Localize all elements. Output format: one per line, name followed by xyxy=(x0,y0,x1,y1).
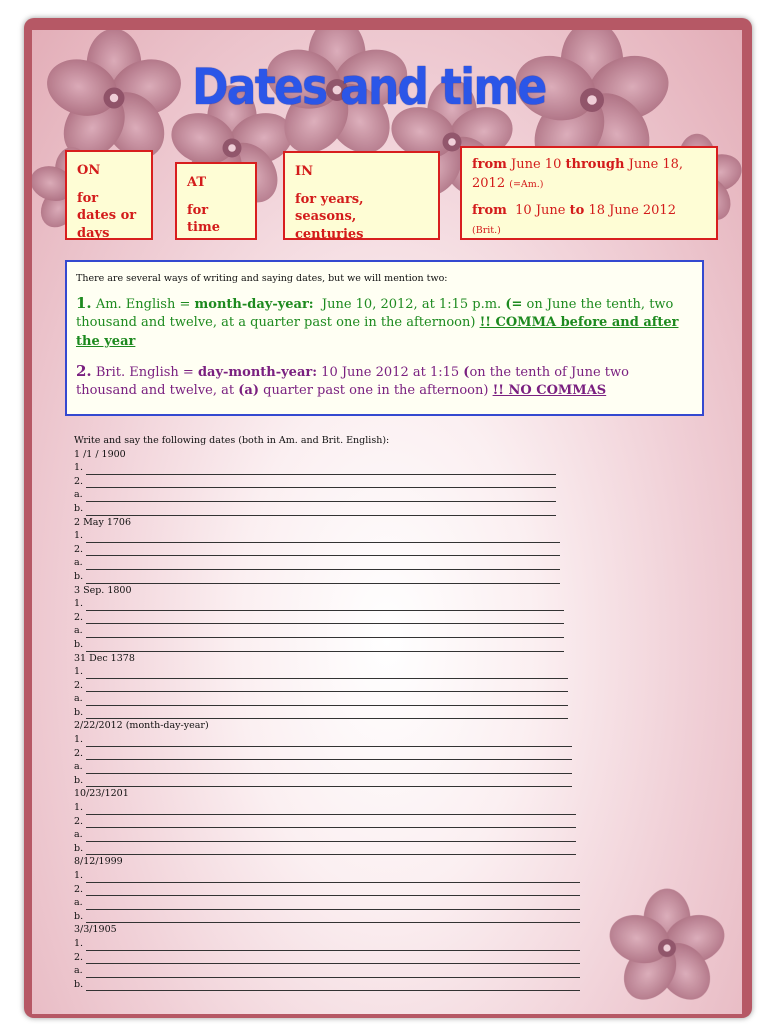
answer-line[interactable] xyxy=(74,869,594,883)
answer-label: 2. xyxy=(74,883,84,895)
answer-label: a. xyxy=(74,693,83,705)
answer-blank[interactable] xyxy=(86,845,576,855)
answer-line[interactable] xyxy=(74,760,594,774)
answer-blank[interactable] xyxy=(86,465,556,475)
preposition-keyword: ON xyxy=(77,163,101,178)
answer-blank[interactable] xyxy=(86,941,580,951)
answer-line[interactable] xyxy=(74,597,594,611)
preposition-description: for time xyxy=(187,202,220,236)
exercise-date: 3 Sep. 1800 xyxy=(74,584,132,596)
preposition-description: for dates or days xyxy=(77,190,137,241)
answer-line[interactable] xyxy=(74,679,594,693)
answer-blank[interactable] xyxy=(86,682,568,692)
date-formats-box xyxy=(65,260,704,416)
answer-blank[interactable] xyxy=(86,669,568,679)
answer-line[interactable] xyxy=(74,951,594,965)
answer-blank[interactable] xyxy=(86,642,564,652)
answer-label: b. xyxy=(74,978,84,990)
answer-label: a. xyxy=(74,557,83,569)
answer-label: 2. xyxy=(74,543,84,555)
exercise-date: 10/23/1201 xyxy=(74,788,129,800)
answer-line[interactable] xyxy=(74,665,594,679)
answer-label: a. xyxy=(74,897,83,909)
preposition-box-in xyxy=(283,151,440,240)
preposition-box-at xyxy=(175,162,257,240)
answer-blank[interactable] xyxy=(86,614,564,624)
answer-blank[interactable] xyxy=(86,737,572,747)
answer-label: 1. xyxy=(74,870,84,881)
answer-label: a. xyxy=(74,489,83,501)
answer-line[interactable] xyxy=(74,828,594,842)
answer-label: a. xyxy=(74,829,83,841)
date-range-box xyxy=(460,146,718,240)
answer-label: b. xyxy=(74,774,84,786)
answer-label: a. xyxy=(74,625,83,637)
exercise-date: 2/22/2012 (month-day-year) xyxy=(74,720,209,732)
answer-line[interactable] xyxy=(74,543,594,557)
answer-line[interactable] xyxy=(74,747,594,761)
answer-line[interactable] xyxy=(74,815,594,829)
answer-blank[interactable] xyxy=(86,492,556,502)
answer-line[interactable] xyxy=(74,733,594,747)
answer-blank[interactable] xyxy=(86,478,556,488)
answer-line[interactable] xyxy=(74,692,594,706)
answer-label: 2. xyxy=(74,951,84,963)
answer-label: 1. xyxy=(74,666,84,678)
answer-label: 2. xyxy=(74,475,84,487)
answer-line[interactable] xyxy=(74,475,594,489)
answer-blank[interactable] xyxy=(86,818,576,828)
answer-label: 1. xyxy=(74,530,84,542)
answer-blank[interactable] xyxy=(86,750,572,760)
answer-line[interactable] xyxy=(74,883,594,897)
answer-line[interactable] xyxy=(74,488,594,502)
am-date-range: from June 10 through June 18, 2012 (=Am.) xyxy=(472,157,684,191)
answer-blank[interactable] xyxy=(86,805,576,815)
answer-line[interactable] xyxy=(74,910,594,924)
answer-line[interactable] xyxy=(74,624,594,638)
answer-blank[interactable] xyxy=(86,886,580,896)
preposition-keyword: IN xyxy=(295,164,313,179)
british-format: 2. Brit. English = day-month-year: 10 June 2012 at 1:15 (on the tenth of June two thousand and twelve, at (a) quarter past one in the afternoon) !! NO COMMAS xyxy=(76,361,629,399)
answer-label: 2. xyxy=(74,679,84,691)
answer-line[interactable] xyxy=(74,502,594,516)
answer-line[interactable] xyxy=(74,964,594,978)
preposition-box-on xyxy=(65,150,153,240)
exercise-date: 2 May 1706 xyxy=(74,516,132,528)
answer-line[interactable] xyxy=(74,706,594,720)
answer-label: b. xyxy=(74,570,84,582)
answer-label: b. xyxy=(74,706,84,718)
page-title: Dates and time xyxy=(192,58,546,116)
answer-line[interactable] xyxy=(74,801,594,815)
exercise-date: 8/12/1999 xyxy=(74,856,123,868)
answer-label: 1. xyxy=(74,598,84,610)
answer-line[interactable] xyxy=(74,461,594,475)
answer-line[interactable] xyxy=(74,529,594,543)
answer-blank[interactable] xyxy=(86,764,572,774)
brit-date-range: from 10 June to 18 June 2012 (Brit.) xyxy=(472,202,676,236)
answer-label: 1. xyxy=(74,462,84,474)
exercise-section xyxy=(74,434,594,991)
answer-blank[interactable] xyxy=(86,954,580,964)
answer-line[interactable] xyxy=(74,556,594,570)
preposition-keyword: AT xyxy=(187,175,207,190)
answer-line[interactable] xyxy=(74,638,594,652)
answer-blank[interactable] xyxy=(86,506,556,516)
american-format: 1. Am. English = month-day-year: June 10, 2012, at 1:15 p.m. (= on June the tenth, two thousand and twelve, at a quarter past one in the afternoon) !! COMMA before and after the year xyxy=(76,294,679,349)
answer-label: 1. xyxy=(74,937,84,949)
answer-blank[interactable] xyxy=(86,913,580,923)
answer-blank[interactable] xyxy=(86,546,560,556)
answer-line[interactable] xyxy=(74,937,594,951)
exercise-instruction: Write and say the following dates (both in Am. and Brit. English): xyxy=(74,435,390,446)
answer-line[interactable] xyxy=(74,842,594,856)
answer-label: 2. xyxy=(74,611,84,623)
answer-blank[interactable] xyxy=(86,873,580,883)
preposition-description: for years, seasons, centuries xyxy=(295,191,364,242)
answer-label: a. xyxy=(74,761,83,773)
answer-blank[interactable] xyxy=(86,601,564,611)
answer-blank[interactable] xyxy=(86,709,568,719)
answer-label: 2. xyxy=(74,815,84,827)
info-lead: There are several ways of writing and saying dates, but we will mention two: xyxy=(76,273,448,284)
answer-blank[interactable] xyxy=(86,560,560,570)
no-commas-warning: !! NO COMMAS xyxy=(492,383,607,399)
answer-blank[interactable] xyxy=(86,574,560,584)
answer-blank[interactable] xyxy=(86,900,580,910)
exercise-date: 3/3/1905 xyxy=(74,924,117,936)
answer-blank[interactable] xyxy=(86,968,580,978)
answer-label: 1. xyxy=(74,734,84,746)
answer-label: 1. xyxy=(74,802,84,814)
answer-label: b. xyxy=(74,638,84,650)
answer-blank[interactable] xyxy=(86,533,560,543)
answer-label: 2. xyxy=(74,747,84,759)
answer-blank[interactable] xyxy=(86,628,564,638)
answer-line[interactable] xyxy=(74,570,594,584)
answer-blank[interactable] xyxy=(86,696,568,706)
answer-blank[interactable] xyxy=(86,981,580,991)
worksheet-page xyxy=(32,30,742,1014)
answer-label: b. xyxy=(74,910,84,922)
answer-line[interactable] xyxy=(74,611,594,625)
answer-label: a. xyxy=(74,965,83,977)
answer-label: b. xyxy=(74,842,84,854)
answer-line[interactable] xyxy=(74,774,594,788)
answer-blank[interactable] xyxy=(86,777,572,787)
answer-line[interactable] xyxy=(74,978,594,992)
answer-blank[interactable] xyxy=(86,832,576,842)
exercise-date: 1 /1 / 1900 xyxy=(74,448,126,460)
answer-label: b. xyxy=(74,502,84,514)
comma-warning: !! COMMA before and after the year xyxy=(76,315,679,349)
answer-line[interactable] xyxy=(74,896,594,910)
exercise-date: 31 Dec 1378 xyxy=(74,652,135,664)
